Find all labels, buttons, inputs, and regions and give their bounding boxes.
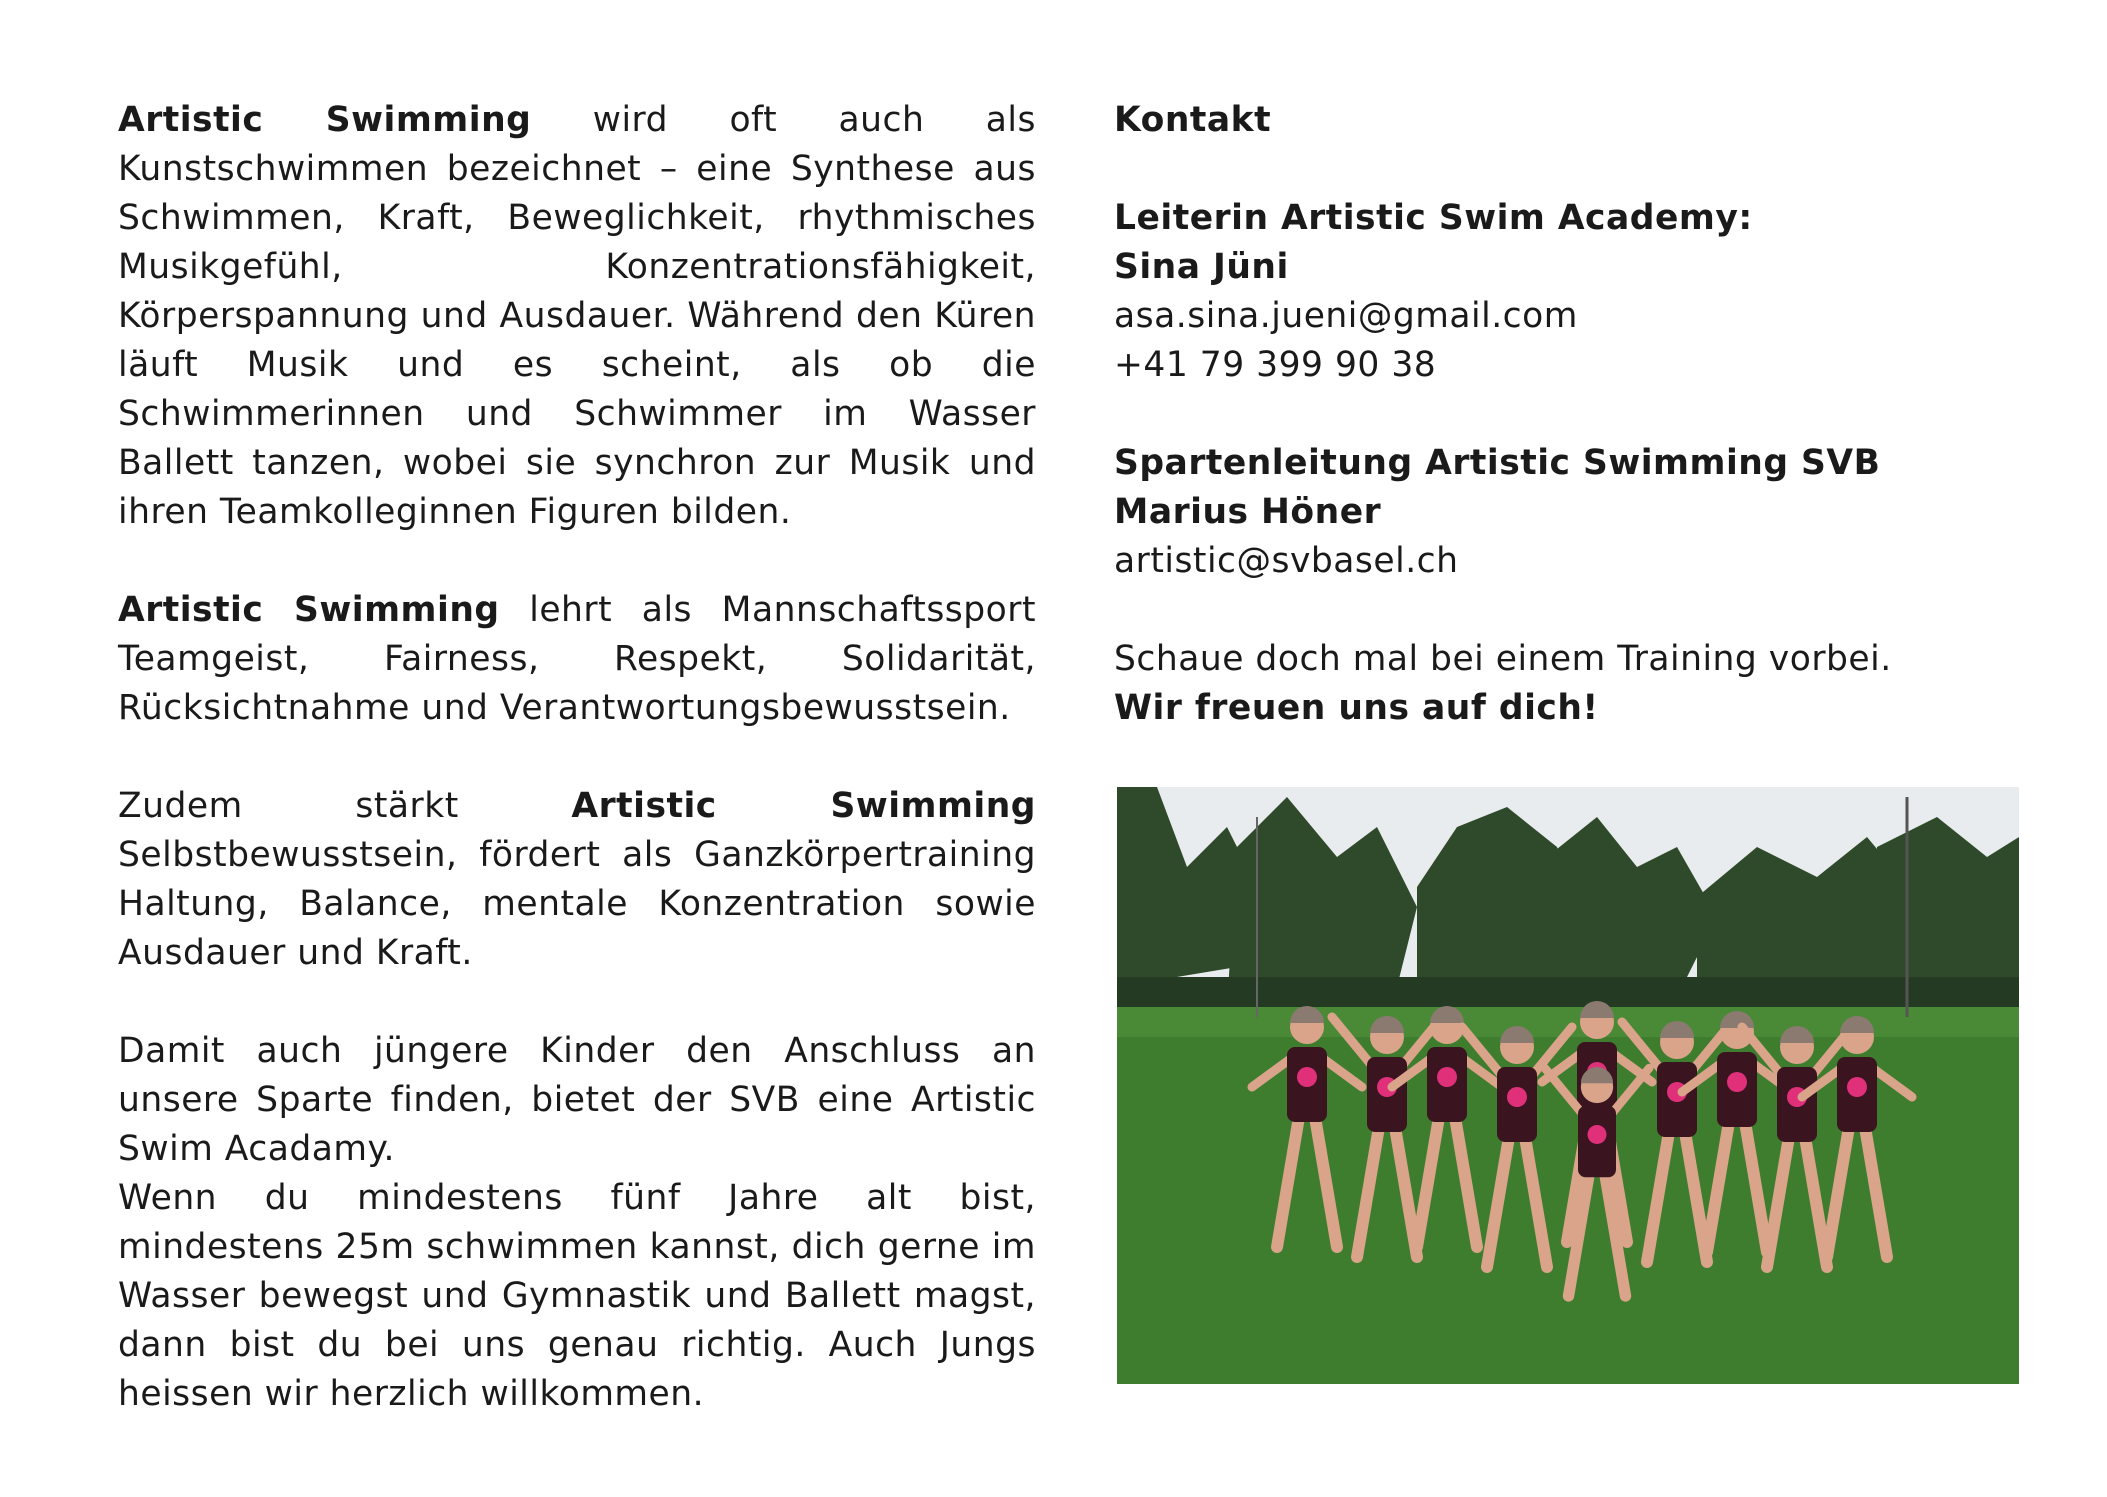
paragraph-text: wird oft auch als Kunstschwimmen bezeichnet – eine Synthese aus Schwimmen, Kraft, Beweglichkeit, rhythmisches Musikgefühl, Konzentrationsfähigkeit, Körperspannung und Ausdauer. Während den Küren läuft Musik und es scheint, als ob die Schwimmerinnen und Schwimmer im Wasser Ballett tanzen, wobei sie synchron zur Musik und ihren Teamkolleginnen Figuren bilden. [118, 100, 1036, 532]
division-role: Spartenleitung Artistic Swimming SVB [1114, 443, 1881, 483]
intro-text-column [118, 96, 1036, 1419]
paragraph-teamwork [118, 586, 1036, 733]
paragraph-text: lehrt als Mannschaftssport Teamgeist, Fairness, Respekt, Solidarität, Rücksichtnahme und Verantwortungsbewusstsein. [118, 590, 1036, 728]
division-name: Marius Höner [1114, 492, 1382, 532]
paragraph-benefits [118, 782, 1036, 978]
contact-heading: Kontakt [1114, 100, 1272, 140]
team-photo-illustration [1117, 787, 2019, 1384]
paragraph-intro [118, 96, 1036, 537]
contact-column [1114, 96, 2014, 733]
paragraph-text: Selbstbewusstsein, fördert als Ganzkörpertraining Haltung, Balance, mentale Konzentration sowie Ausdauer und Kraft. [118, 835, 1036, 973]
invite-bold-text: Wir freuen uns auf dich! [1114, 688, 1599, 728]
academy-email-link[interactable]: asa.sina.jueni@gmail.com [1114, 296, 1578, 336]
paragraph-text: Wenn du mindestens fünf Jahre alt bist, mindestens 25m schwimmen kannst, dich gerne im Wasser bewegst und Gymnastik und Ballett magst, dann bist du bei uns genau richtig. Auch Jungs heissen wir herzlich willkommen. [118, 1178, 1036, 1414]
term-artistic-swimming: Artistic Swimming [118, 100, 532, 140]
academy-phone[interactable]: +41 79 399 90 38 [1114, 345, 1437, 385]
paragraph-text: Zudem stärkt [118, 786, 572, 826]
term-artistic-swimming: Artistic Swimming [571, 786, 1037, 826]
team-photo [1117, 787, 2019, 1384]
term-artistic-swimming: Artistic Swimming [118, 590, 500, 630]
paragraph-academy [118, 1027, 1036, 1174]
paragraph-text: Damit auch jüngere Kinder den Anschluss an unsere Sparte finden, bietet der SVB eine Artistic Swim Acadamy. [118, 1031, 1036, 1169]
division-email-link[interactable]: artistic@svbasel.ch [1114, 541, 1459, 581]
invite-text: Schaue doch mal bei einem Training vorbei. [1114, 639, 1892, 679]
academy-role: Leiterin Artistic Swim Academy: [1114, 198, 1753, 238]
paragraph-requirements [118, 1174, 1036, 1419]
academy-name: Sina Jüni [1114, 247, 1289, 287]
